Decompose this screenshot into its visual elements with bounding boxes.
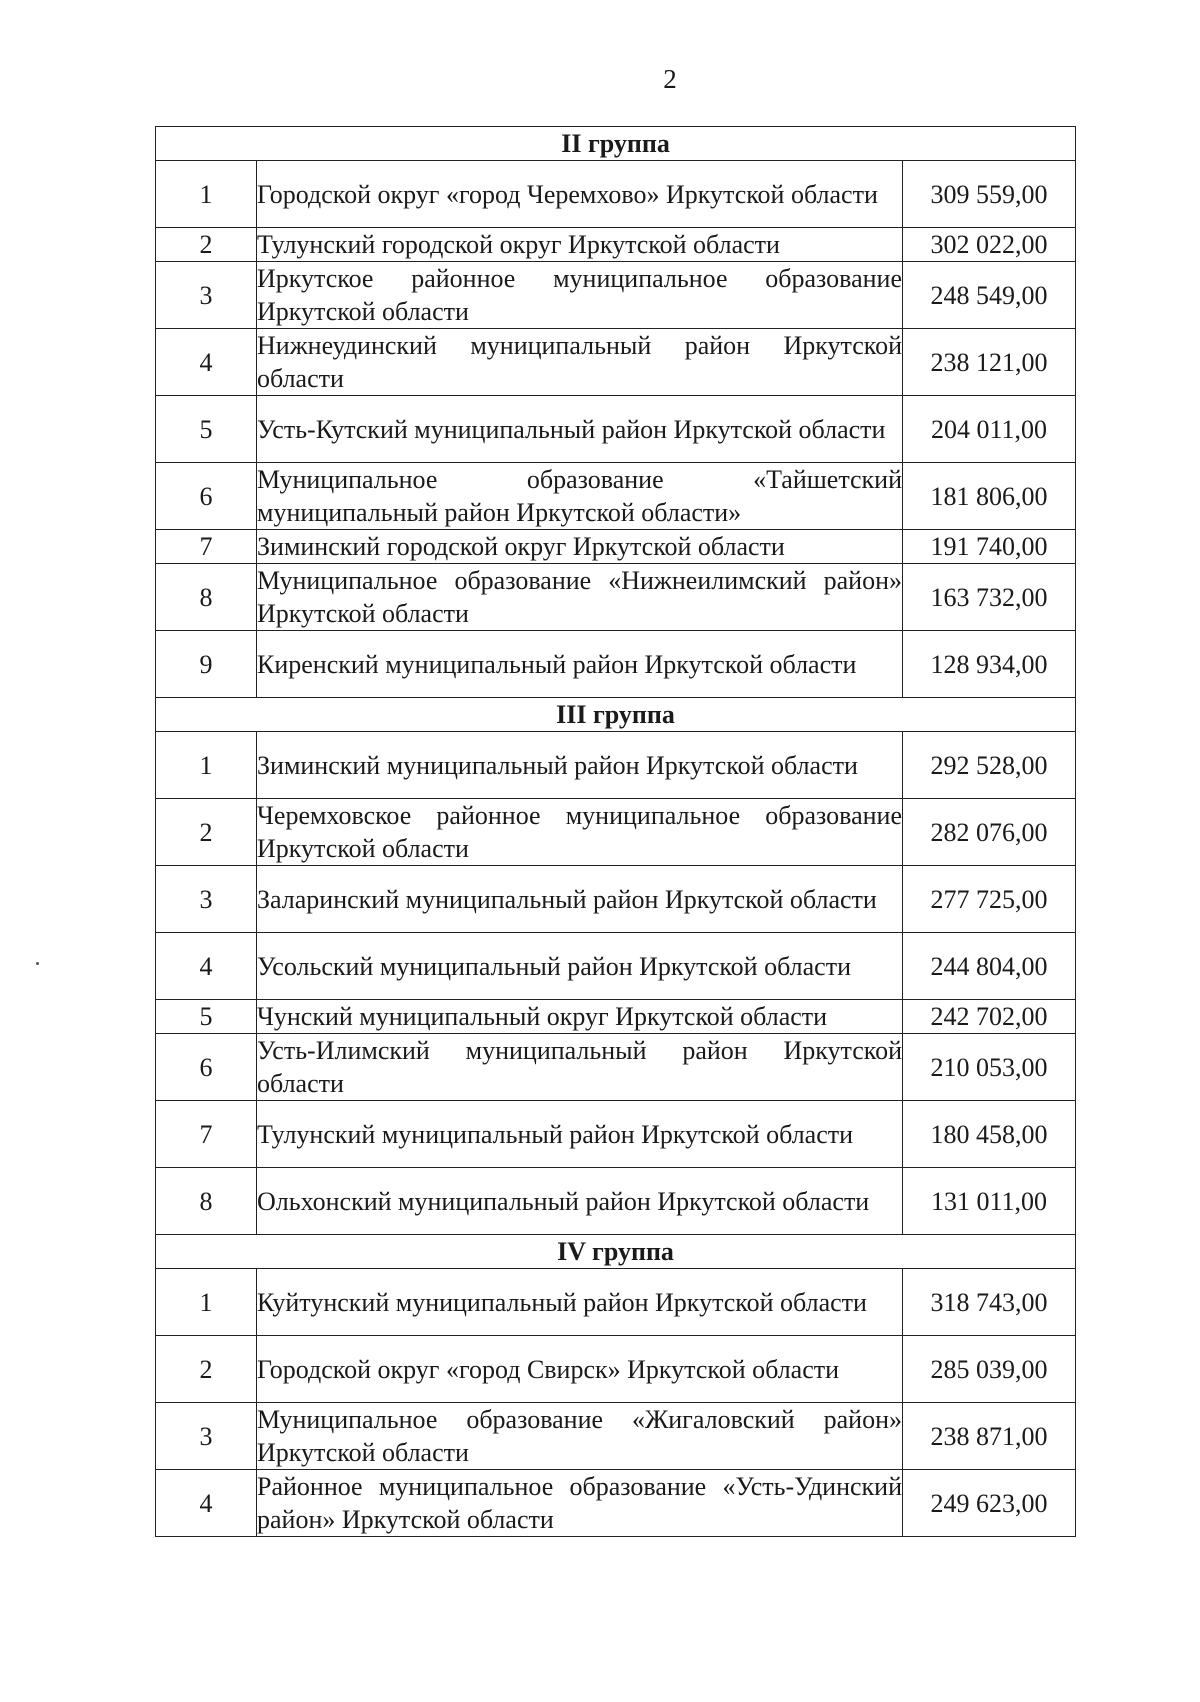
municipality-name: Черемховское районное муниципальное образование Иркутской области (257, 799, 903, 866)
amount-value: 302 022,00 (903, 228, 1076, 262)
amount-value: 210 053,00 (903, 1034, 1076, 1101)
group-title: IV группа (156, 1235, 1076, 1269)
table-row (156, 1403, 1076, 1470)
municipality-name: Иркутское районное муниципальное образование Иркутской области (257, 262, 903, 329)
municipality-name: Ольхонский муниципальный район Иркутской области (257, 1168, 903, 1235)
municipality-name: Заларинский муниципальный район Иркутской области (257, 866, 903, 933)
municipality-name: Нижнеудинский муниципальный район Иркутской области (257, 329, 903, 396)
municipality-name: Усольский муниципальный район Иркутской области (257, 933, 903, 1000)
amount-value: 191 740,00 (903, 530, 1076, 564)
row-number: 1 (156, 1269, 257, 1336)
municipality-name: Куйтунский муниципальный район Иркутской области (257, 1269, 903, 1336)
table-row (156, 564, 1076, 631)
amount-value: 242 702,00 (903, 1000, 1076, 1034)
municipality-name: Зиминский городской округ Иркутской области (257, 530, 903, 564)
table-row (156, 530, 1076, 564)
amount-value: 181 806,00 (903, 463, 1076, 530)
amount-value: 285 039,00 (903, 1336, 1076, 1403)
table-row (156, 228, 1076, 262)
table-row (156, 1336, 1076, 1403)
amount-value: 131 011,00 (903, 1168, 1076, 1235)
table-row (156, 799, 1076, 866)
municipality-name: Районное муниципальное образование «Усть-Удинский район» Иркутской области (257, 1470, 903, 1537)
table-row (156, 329, 1076, 396)
amount-value: 238 871,00 (903, 1403, 1076, 1470)
municipality-name: Городской округ «город Свирск» Иркутской области (257, 1336, 903, 1403)
row-number: 8 (156, 1168, 257, 1235)
row-number: 5 (156, 1000, 257, 1034)
row-number: 6 (156, 1034, 257, 1101)
row-number: 4 (156, 933, 257, 1000)
amount-value: 163 732,00 (903, 564, 1076, 631)
row-number: 2 (156, 1336, 257, 1403)
table-row (156, 262, 1076, 329)
table-row (156, 1101, 1076, 1168)
amount-value: 248 549,00 (903, 262, 1076, 329)
row-number: 5 (156, 396, 257, 463)
row-number: 8 (156, 564, 257, 631)
table-row (156, 732, 1076, 799)
table-row (156, 1269, 1076, 1336)
table-row (156, 1470, 1076, 1537)
amount-value: 238 121,00 (903, 329, 1076, 396)
scan-speck (36, 962, 39, 965)
municipality-name: Тулунский муниципальный район Иркутской области (257, 1101, 903, 1168)
row-number: 4 (156, 329, 257, 396)
table-row (156, 396, 1076, 463)
amount-value: 282 076,00 (903, 799, 1076, 866)
row-number: 1 (156, 161, 257, 228)
amount-value: 180 458,00 (903, 1101, 1076, 1168)
amount-value: 244 804,00 (903, 933, 1076, 1000)
municipality-name: Тулунский городской округ Иркутской области (257, 228, 903, 262)
row-number: 2 (156, 228, 257, 262)
group-title: III группа (156, 698, 1076, 732)
table-row (156, 1034, 1076, 1101)
row-number: 6 (156, 463, 257, 530)
municipality-name: Усть-Кутский муниципальный район Иркутской области (257, 396, 903, 463)
amount-value: 249 623,00 (903, 1470, 1076, 1537)
amount-value: 128 934,00 (903, 631, 1076, 698)
group-header-row (156, 698, 1076, 732)
group-title: II группа (156, 127, 1076, 161)
amount-value: 277 725,00 (903, 866, 1076, 933)
row-number: 7 (156, 1101, 257, 1168)
table-row (156, 463, 1076, 530)
row-number: 3 (156, 866, 257, 933)
municipality-name: Муниципальное образование «Тайшетский муниципальный район Иркутской области» (257, 463, 903, 530)
allocation-table (155, 126, 1076, 1537)
table-row (156, 631, 1076, 698)
municipality-name: Чунский муниципальный округ Иркутской области (257, 1000, 903, 1034)
municipality-name: Зиминский муниципальный район Иркутской области (257, 732, 903, 799)
group-header-row (156, 127, 1076, 161)
group-header-row (156, 1235, 1076, 1269)
municipality-name: Усть-Илимский муниципальный район Иркутской области (257, 1034, 903, 1101)
row-number: 1 (156, 732, 257, 799)
row-number: 3 (156, 1403, 257, 1470)
municipality-name: Муниципальное образование «Жигаловский район» Иркутской области (257, 1403, 903, 1470)
amount-value: 309 559,00 (903, 161, 1076, 228)
row-number: 3 (156, 262, 257, 329)
table-row (156, 1000, 1076, 1034)
amount-value: 292 528,00 (903, 732, 1076, 799)
row-number: 9 (156, 631, 257, 698)
table-row (156, 866, 1076, 933)
page-number: 2 (663, 64, 677, 94)
table-row (156, 1168, 1076, 1235)
municipality-name: Муниципальное образование «Нижнеилимский район» Иркутской области (257, 564, 903, 631)
table-row (156, 933, 1076, 1000)
row-number: 2 (156, 799, 257, 866)
municipality-name: Киренский муниципальный район Иркутской области (257, 631, 903, 698)
table-row (156, 161, 1076, 228)
row-number: 4 (156, 1470, 257, 1537)
municipality-name: Городской округ «город Черемхово» Иркутской области (257, 161, 903, 228)
amount-value: 204 011,00 (903, 396, 1076, 463)
amount-value: 318 743,00 (903, 1269, 1076, 1336)
row-number: 7 (156, 530, 257, 564)
